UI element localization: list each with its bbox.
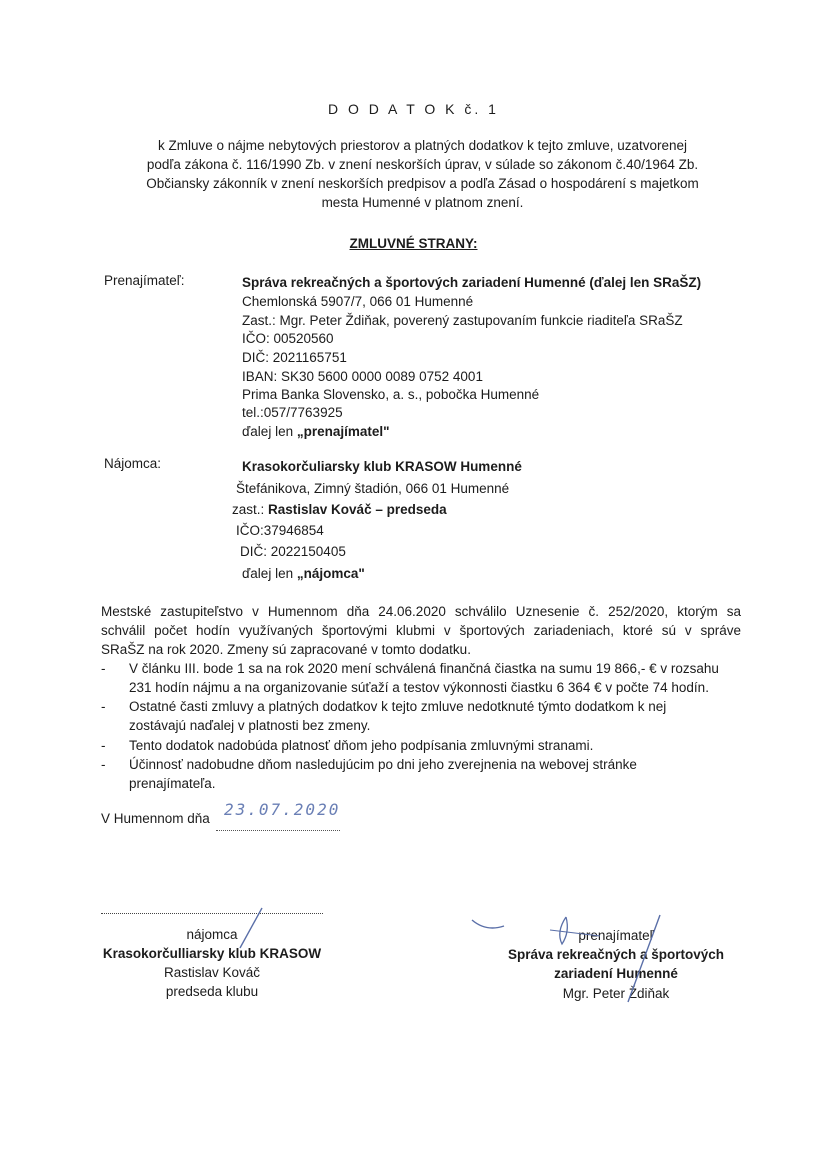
intro-line: podľa zákona č. 116/1990 Zb. v znení neskorších úprav, v súlade so zákonom č.40/1964 Zb. <box>146 157 699 172</box>
paragraph-line: schválil počet hodín využívaných športovými klubmi v športových zariadeniach, ktoré sú v správe <box>101 623 741 638</box>
tenant-label: Nájomca: <box>104 456 162 471</box>
intro-line: mesta Humenné v platnom znení. <box>321 195 524 210</box>
right-signature-stroke-1 <box>472 920 504 928</box>
tenant-ico: IČO:37946854 <box>236 523 324 538</box>
right-signature-stroke-3 <box>628 915 660 1002</box>
landlord-signature-role: prenajímateľ <box>578 928 654 943</box>
list-item-line: Účinnosť nadobudne dňom nasledujúcim po dni jeho zverejnenia na webovej stránke <box>129 757 637 772</box>
representative-name: Rastislav Kováč – predseda <box>268 502 447 517</box>
place-date-label: V Humennom dňa <box>101 811 210 826</box>
landlord-bank: Prima Banka Slovensko, a. s., pobočka Humenné <box>242 387 540 402</box>
tenant-signature-person: Rastislav Kováč <box>163 965 261 980</box>
tenant-name: Krasokorčuliarsky klub KRASOW Humenné <box>242 459 522 474</box>
landlord-ico: IČO: 00520560 <box>242 331 334 346</box>
paragraph-line: Mestské zastupiteľstvo v Humennom dňa 24.06.2020 schválilo Uznesenie č. 252/2020, ktorým sa <box>101 604 741 619</box>
list-item-line: 231 hodín nájmu a na organizovanie súťaží a testov výkonnosti čiastku 6 364 € v počte 74 hodín. <box>129 680 709 695</box>
left-signature-stroke <box>240 908 262 948</box>
tenant-address: Štefánikova, Zimný štadión, 066 01 Humenné <box>236 481 510 496</box>
parties-heading: ZMLUVNÉ STRANY: <box>349 236 478 251</box>
tenant-dic: DIČ: 2022150405 <box>240 544 346 559</box>
right-signature-stroke-4 <box>550 930 600 936</box>
landlord-address: Chemlonská 5907/7, 066 01 Humenné <box>242 294 474 309</box>
reference-prefix: ďalej len <box>242 566 297 581</box>
bullet-dash: - <box>101 757 106 772</box>
reference-name: „nájomca" <box>296 566 365 581</box>
list-item-line: V článku III. bode 1 sa na rok 2020 mení schválená finančná čiastka na sumu 19 866,- € v rozsahu <box>129 661 719 676</box>
list-item-line: zostávajú naďalej v platnosti bez zmeny. <box>129 718 371 733</box>
tenant-signature-title: predseda klubu <box>165 984 259 999</box>
bullet-dash: - <box>101 699 106 714</box>
landlord-dic: DIČ: 2021165751 <box>242 350 347 365</box>
tenant-signature-role: nájomca <box>186 927 238 942</box>
landlord-iban: IBAN: SK30 5600 0000 0089 0752 4001 <box>242 369 483 384</box>
tenant-signature-org: Krasokorčulliarsky klub KRASOW <box>102 946 322 961</box>
bullet-dash: - <box>101 661 106 676</box>
intro-line: Občiansky zákonník v znení neskorších predpisov a podľa Zásad o hospodárení s majetkom <box>146 176 699 191</box>
document-title: D O D A T O K č. 1 <box>328 101 499 117</box>
list-item-line: Tento dodatok nadobúda platnosť dňom jeho podpísania zmluvnými stranami. <box>129 738 594 753</box>
landlord-name: Správa rekreačných a športových zariadení Humenné (ďalej len SRaŠZ) <box>242 275 702 290</box>
list-item-line: Ostatné časti zmluvy a platných dodatkov k tejto zmluve nedotknuté týmto dodatkom k nej <box>129 699 667 714</box>
landlord-representative: Zast.: Mgr. Peter Ždiňak, poverený zastupovaním funkcie riaditeľa SRaŠZ <box>242 313 683 328</box>
representative-prefix: zast.: <box>232 502 269 517</box>
reference-prefix: ďalej len <box>242 424 297 439</box>
paragraph-line: SRaŠZ na rok 2020. Zmeny sú zapracované v tomto dodatku. <box>101 642 471 657</box>
landlord-signature-org: Správa rekreačných a športových <box>507 947 725 962</box>
landlord-label: Prenajímateľ: <box>104 273 185 288</box>
landlord-phone: tel.:057/7763925 <box>242 405 343 420</box>
reference-name: „prenajímatel" <box>296 424 390 439</box>
right-signature-stroke-2 <box>560 917 568 944</box>
landlord-signature-person: Mgr. Peter Ždiňak <box>562 986 670 1001</box>
intro-line: k Zmluve o nájme nebytových priestorov a platných dodatkov k tejto zmluve, uzatvorenej <box>157 138 687 153</box>
landlord-signature-org: zariadení Humenné <box>554 966 678 981</box>
handwritten-date: 23.07.2020 <box>224 800 341 819</box>
list-item-line: prenajímateľa. <box>129 776 216 791</box>
bullet-dash: - <box>101 738 106 753</box>
